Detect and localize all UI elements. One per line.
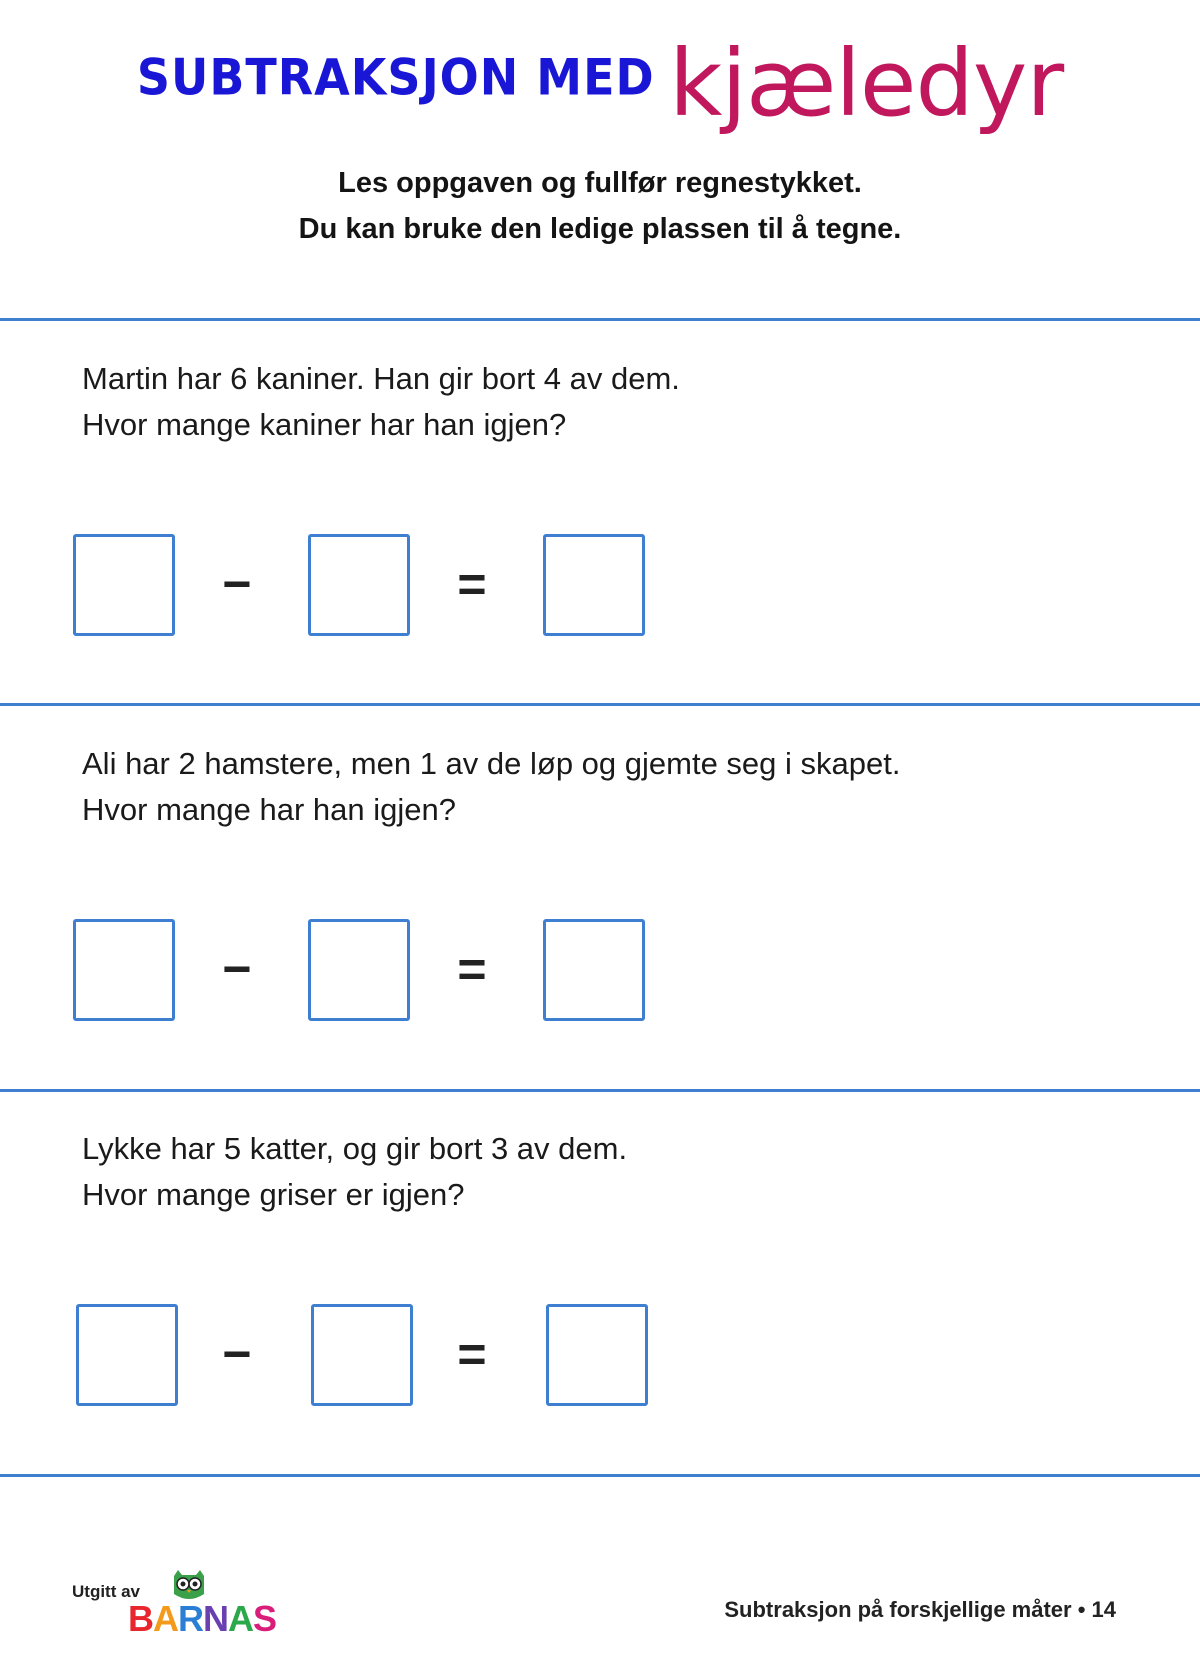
answer-box-subtrahend[interactable] [311, 1304, 413, 1406]
equals-sign: = [457, 1326, 487, 1382]
divider-line [0, 1089, 1200, 1092]
logo-letter: S [253, 1598, 277, 1639]
equals-sign: = [457, 941, 487, 997]
logo-letter: A [153, 1598, 178, 1639]
logo-letter: B [128, 1598, 153, 1639]
logo-letter: N [203, 1598, 228, 1639]
logo-letter: A [228, 1598, 253, 1639]
answer-box-result[interactable] [543, 919, 645, 1021]
answer-box-result[interactable] [543, 534, 645, 636]
instructions [0, 160, 1200, 252]
minus-sign: − [222, 941, 252, 997]
minus-sign: − [222, 1326, 252, 1382]
divider-line [0, 703, 1200, 706]
answer-box-subtrahend[interactable] [308, 919, 410, 1021]
task-question-line-2: Hvor mange kaniner har han igjen? [82, 407, 567, 442]
instruction-line-2: Du kan bruke den ledige plassen til å tegne. [298, 213, 902, 245]
task-question-line-1: Martin har 6 kaniner. Han gir bort 4 av dem. [82, 361, 680, 396]
divider-line [0, 318, 1200, 321]
title-script-text: kjæledyr [669, 30, 1064, 137]
logo-letter: R [178, 1598, 203, 1639]
answer-box-minuend[interactable] [76, 1304, 178, 1406]
answer-box-result[interactable] [546, 1304, 648, 1406]
answer-box-minuend[interactable] [73, 534, 175, 636]
equals-sign: = [457, 556, 487, 612]
page-footer-label: Subtraksjon på forskjellige måter • 14 [724, 1597, 1116, 1622]
task-3 [82, 1126, 1162, 1446]
equation [73, 1304, 693, 1408]
minus-sign: − [222, 556, 252, 612]
task-question-line-2: Hvor mange griser er igjen? [82, 1177, 465, 1212]
task-question-line-1: Lykke har 5 katter, og gir bort 3 av dem. [82, 1131, 628, 1166]
task-2 [82, 741, 1162, 1061]
publisher-logo [70, 1568, 290, 1638]
task-1 [82, 356, 1162, 676]
worksheet-title [0, 30, 1200, 137]
equation [73, 919, 693, 1023]
barnas-wordmark [128, 1598, 276, 1640]
published-by-label: Utgitt av [72, 1582, 140, 1601]
answer-box-minuend[interactable] [73, 919, 175, 1021]
answer-box-subtrahend[interactable] [308, 534, 410, 636]
divider-line [0, 1474, 1200, 1477]
title-bold-text: SUBTRAKSJON MED [136, 47, 655, 107]
task-question-line-2: Hvor mange har han igjen? [82, 792, 456, 827]
task-question-line-1: Ali har 2 hamstere, men 1 av de løp og gjemte seg i skapet. [82, 746, 901, 781]
equation [73, 534, 693, 638]
instruction-line-1: Les oppgaven og fullfør regnestykket. [338, 167, 862, 199]
